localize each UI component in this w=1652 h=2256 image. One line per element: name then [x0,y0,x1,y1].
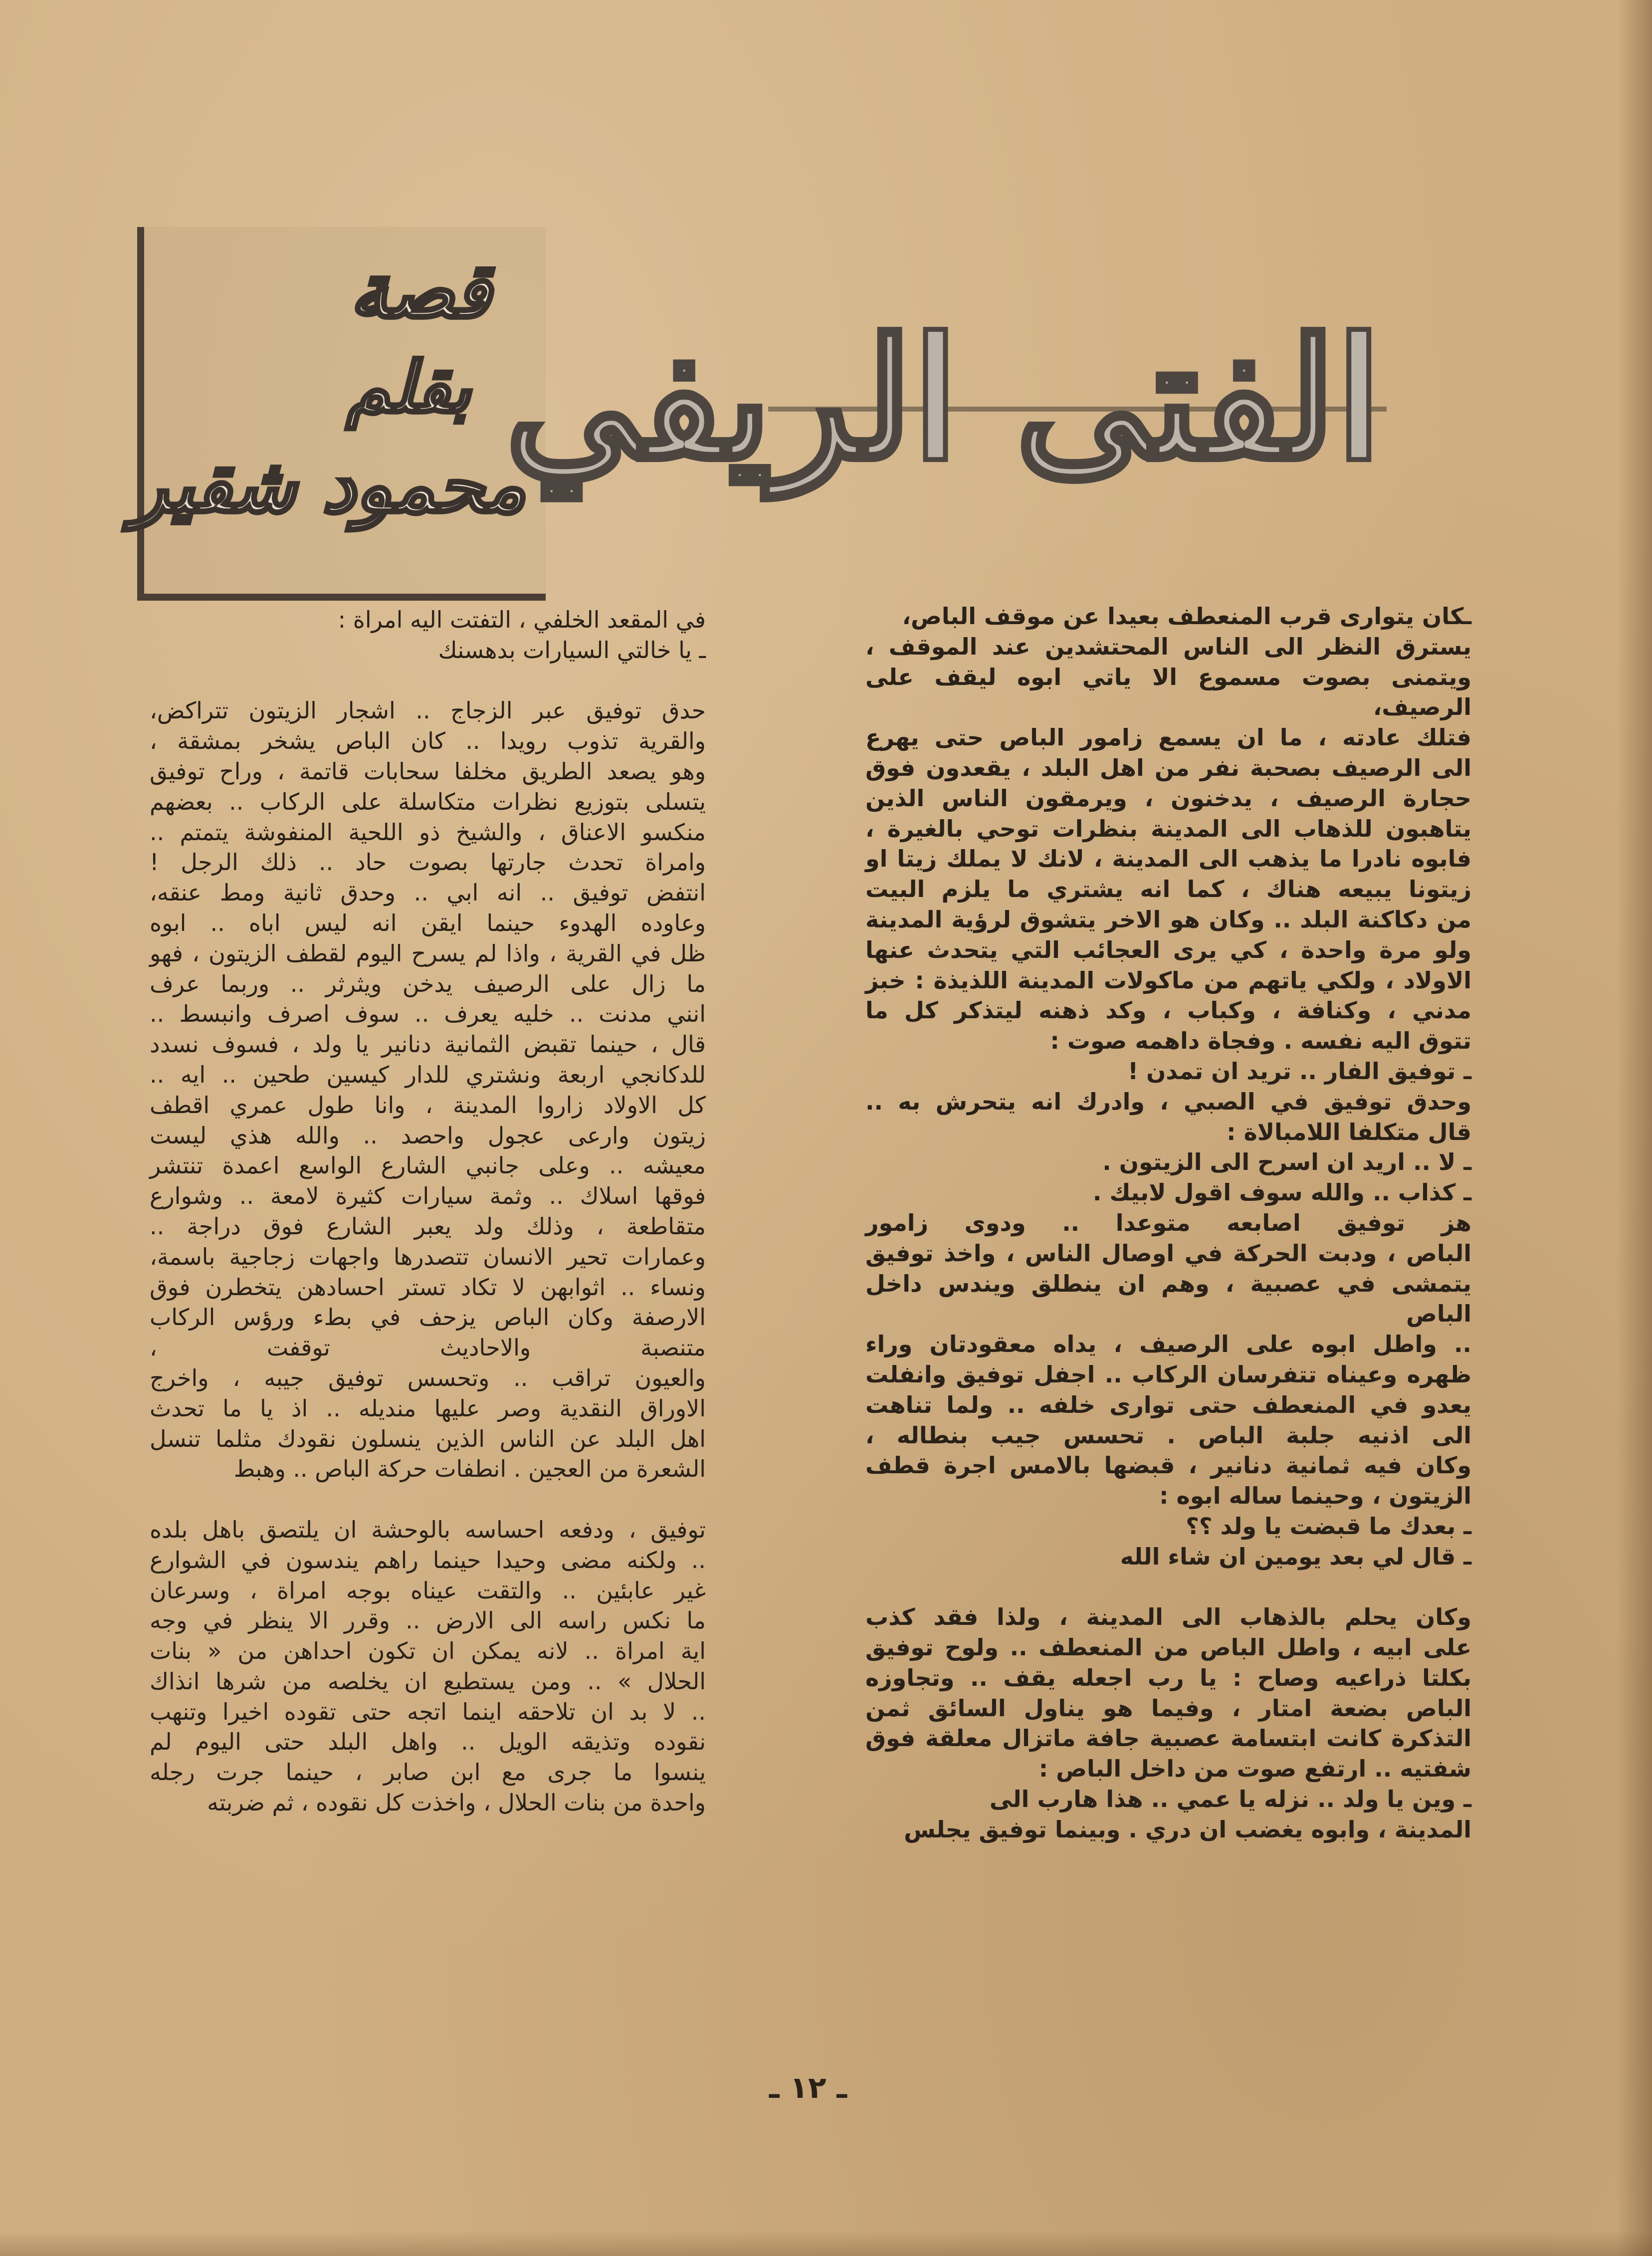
text-line: حجارة الرصيف ، يدخنون ، ويرمقون الناس الذين [865,784,1471,812]
text-line: ـ توفيق الفار .. تريد ان تمدن ! [1128,1057,1471,1085]
story-genre-label: قصة [350,247,491,335]
text-line: فوقها اسلاك .. وثمة سيارات كثيرة لامعة .. وشوارع [150,1182,706,1210]
text-line: ما زال على الرصيف يدخن ويثرثر .. وربما عرف [150,970,706,997]
text-line: للدكانجي اربعة ونشتري للدار كيسين طحين .. ايه .. [150,1061,706,1088]
text-line: وعمارات تحير الانسان تتصدرها واجهات زجاجية باسمة، [150,1243,706,1270]
text-line: ينسوا ما جرى مع ابن صابر ، حينما جرت رجله [150,1759,706,1786]
text-line: ـكان يتوارى قرب المنعطف بعيدا عن موقف الباص، [902,603,1471,630]
text-line: المدينة ، وابوه يغضب ان دري . وبينما توفيق يجلس [904,1815,1471,1843]
text-line: ظل في القرية ، واذا لم يسرح اليوم لقطف الزيتون ، فهو [150,939,706,967]
text-line: بكلتا ذراعيه وصاح : يا رب اجعله يقف .. وتجاوزه [865,1664,1471,1691]
text-line: انني مدنت .. خليه يعرف .. سوف اصرف وانبسط .. [150,1000,706,1028]
text-line: وحدق توفيق في الصبي ، وادرك انه يتحرش به .. [865,1088,1471,1115]
text-line: اية امراة .. لانه يمكن ان تكون احداهن من « بنات [150,1637,706,1665]
text-line: الى الرصيف بصحبة نفر من اهل البلد ، يقعدون فوق [865,754,1471,781]
text-line: اهل البلد عن الناس الذين ينسلون نقودك مثلما تنسل [150,1425,706,1452]
text-line: .. لا بد ان تلاحقه اينما اتجه حتى تقوده اخيرا وتنهب [150,1698,706,1725]
text-line: هز توفيق اصابعه متوعدا .. ودوى زامور [865,1209,1471,1236]
text-line: قال ، حينما تقبض الثمانية دنانير يا ولد ، فسوف نسدد [150,1031,706,1058]
text-line: انتفض توفيق .. انه ابي .. وحدق ثانية ومط عنقه، [150,879,706,906]
story-credit-box [132,227,546,601]
text-line [150,1484,706,1515]
text-line: ونساء .. اثوابهن لا تكاد تستر احسادهن يتخطرن فوق [150,1273,706,1301]
text-line: الاولاد ، ولكي ياتهم من ماكولات المدينة اللذيذة : خبز [865,966,1471,994]
text-line: وكان يحلم بالذهاب الى المدينة ، ولذا فقد كذب [865,1603,1471,1631]
text-line: ـ قال لي بعد يومين ان شاء الله [1120,1543,1471,1570]
text-line: وهو يصعد الطريق مخلفا سحابات قاتمة ، وراح توفيق [150,757,706,785]
text-line: ـ وين يا ولد .. نزله يا عمي .. هذا هارب الى [989,1786,1471,1813]
text-line: الى اذنيه جلبة الباص . تحسس جيب بنطاله ، [865,1421,1471,1449]
text-line: وامراة تحدث جارتها بصوت حاد .. ذلك الرجل ! [150,849,706,876]
text-line: تتوق اليه نفسه . وفجاة داهمه صوت : [1050,1027,1471,1055]
text-line: نقوده وتذيقه الويل .. واهل البلد حتى اليوم لم [150,1728,706,1756]
text-line: الاوراق النقدية وصر عليها منديله .. اذ يا ما تحدث [150,1394,706,1422]
text-line: .. ولكنه مضى وحيدا حينما راهم يندسون في الشوارع [150,1546,706,1574]
text-line: الارصفة وكان الباص يزحف في بطء ورؤس الركاب [150,1304,706,1331]
text-line: يعدو في المنعطف حتى توارى خلفه .. ولما تناهت [865,1391,1471,1418]
text-line: في المقعد الخلفي ، التفتت اليه امراة : [338,606,706,633]
text-line: يتسلى بتوزيع نظرات متكاسلة على الركاب .. بعضهم [150,788,706,815]
text-line: متنصبة والاحاديث توقفت ، [150,1334,706,1361]
text-line: منكسو الاعناق ، والشيخ ذو اللحية المنفوشة يتمتم .. [150,818,706,846]
text-line: زيتون وارعى عجول واحصد .. والله هذي ليست [150,1122,706,1149]
text-line: يسترق النظر الى الناس المحتشدين عند الموقف ، [865,633,1471,660]
text-line: ـ لا .. اريد ان اسرح الى الزيتون . [1102,1148,1471,1176]
text-line: وعاوده الهدوء حينما ايقن انه ليس اباه .. ابوه [150,909,706,936]
text-line: والعيون تراقب .. وتحسس توفيق جيبه ، واخرج [150,1364,706,1391]
text-line: الشعرة من العجين . انطفات حركة الباص .. وهبط [233,1455,706,1483]
text-line: وكان فيه ثمانية دنانير ، قبضها بالامس اجرة قطف [865,1452,1471,1479]
text-line: الباص بضعة امتار ، وفيما هو يناول السائق ثمن [865,1694,1471,1722]
text-line: شفتيه .. ارتفع صوت من داخل الباص : [1038,1755,1471,1783]
text-line: ـ بعدك ما قبضت يا ولد ؟؟ [1186,1512,1471,1540]
paper-bottom-shadow [0,2231,1652,2256]
text-line: الحلال » .. ومن يستطيع ان يخلصه من شرها انذاك [150,1667,706,1695]
page-number: ـ ١٢ ـ [769,2070,847,2105]
byline-prefix: بقلم [346,347,471,429]
text-line: حدق توفيق عبر الزجاج .. اشجار الزيتون تتراكض، [150,697,706,724]
text-line: معيشه .. وعلى جانبي الشارع الواسع اعمدة تنتشر [150,1152,706,1179]
text-line: كل الاولاد زاروا المدينة ، وانا طول عمري اقطف [150,1091,706,1119]
text-line: واحدة من بنات الحلال ، واخذت كل نقوده ، ثم ضربته [207,1789,706,1816]
text-line: متقاطعة ، وذلك ولد يعبر الشارع فوق دراجة .. [150,1212,706,1240]
text-line: ـ كذاب .. والله سوف اقول لابيك . [1092,1179,1471,1206]
text-line: والقرية تذوب رويدا .. كان الباص يشخر بمشقة ، [150,727,706,755]
paper-edge-shadow [1617,0,1652,2256]
text-line: ـ يا خالتي السيارات بدهسنك [438,636,706,664]
text-line: مدني ، وكنافة ، وكباب ، وكد ذهنه ليتذكر كل ما [865,997,1471,1024]
text-line: زيتونا يبيعه هناك ، كما انه يشتري ما يلزم البيت [865,876,1471,903]
text-line: يتمشى في عصبية ، وهم ان ينطلق ويندس داخل الباص [865,1270,1471,1328]
text-line: على ابيه ، واطل الباص من المنعطف .. ولوح توفيق [865,1634,1471,1661]
text-line: ما نكس راسه الى الارض .. وقرر الا ينظر في وجه [150,1607,706,1634]
author-name: محمود شقير [132,442,526,529]
text-line: غير عابئين .. والتقت عيناه بوجه امراة ، وسرعان [150,1577,706,1604]
text-line: التذكرة كانت ابتسامة عصبية جافة ماتزال معلقة فوق [865,1725,1471,1752]
story-title: الفتى الريفي [505,302,1382,496]
text-line: فتلك عادته ، ما ان يسمع زامور الباص حتى يهرع [865,724,1471,751]
text-line: .. واطل ابوه على الرصيف ، يداه معقودتان وراء [865,1331,1471,1358]
text-line: ظهره وعيناه تتفرسان الركاب .. اجفل توفيق وانفلت [865,1360,1471,1388]
text-column-right [865,601,1471,1845]
text-line: ويتمنى بصوت مسموع الا ياتي ابوه ليقف على الرصيف، [865,663,1471,721]
text-line: الباص ، ودبت الحركة في اوصال الناس ، واخذ توفيق [865,1239,1471,1267]
text-column-left [150,605,706,1818]
text-line: من دكاكنة البلد .. وكان هو الاخر يتشوق لرؤية المدينة [865,905,1471,933]
text-line: يتاهبون للذهاب الى المدينة بنظرات توحي بالغيرة ، [865,815,1471,842]
text-line [150,666,706,696]
text-line: الزيتون ، وحينما ساله ابوه : [1159,1482,1471,1510]
text-line: ولو مرة واحدة ، كي يرى العجائب التي يتحدث عنها [865,936,1471,963]
text-line: فابوه نادرا ما يذهب الى المدينة ، لانك لا يملك زيتا او [865,845,1471,873]
text-line: قال متكلفا اللامبالاة : [1227,1118,1471,1145]
text-line [865,1572,1471,1602]
text-line: توفيق ، ودفعه احساسه بالوحشة ان يلتصق باهل بلده [150,1516,706,1543]
